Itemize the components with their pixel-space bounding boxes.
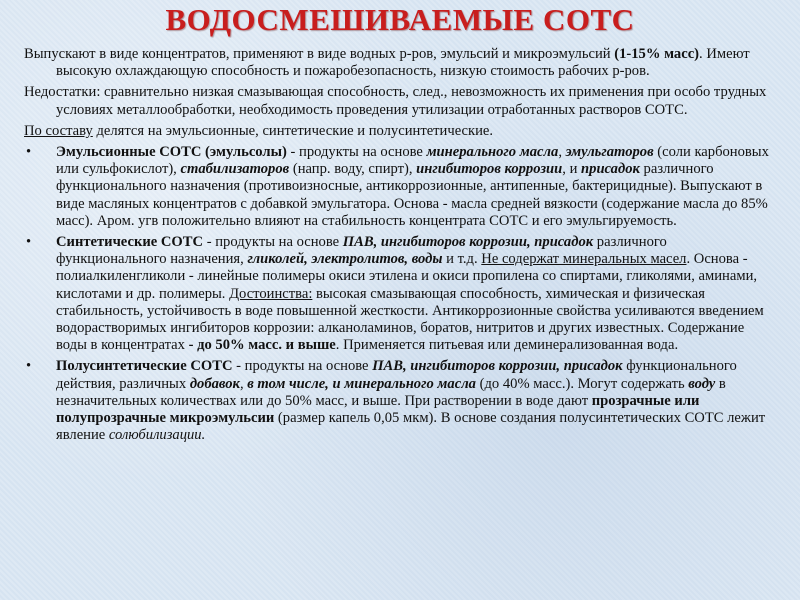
emulsion-text: (соли карбоновых или сульфокислот), bbox=[56, 144, 769, 178]
synthetic-bold: - до 50% масс. и выше bbox=[188, 337, 336, 354]
emulsion-term: минерального масла bbox=[426, 144, 559, 161]
synthetic-heading: Синтетические СОТС bbox=[56, 234, 204, 251]
types-list bbox=[24, 144, 776, 444]
synthetic-text: различного функционального назначения, bbox=[56, 234, 667, 268]
intro-bold-range: (1-15% масс) bbox=[614, 46, 700, 62]
disadvantages-paragraph: Недостатки: сравнительно низкая смазывающая способность, след., невозможность их применения при особо трудных условиях металлообработки, необходимость проведения утилизации отработанных растворов СОТС. bbox=[24, 84, 767, 118]
semisynthetic-term: ПАВ, ингибиторов коррозии, присадок bbox=[372, 358, 623, 375]
semisynthetic-text: - продукты на основе bbox=[232, 358, 373, 375]
intro-paragraph bbox=[24, 46, 776, 80]
synthetic-underlined: Достоинства: bbox=[229, 285, 313, 302]
synthetic-term: гликолей, электролитов, воды bbox=[247, 251, 443, 268]
synthetic-term: ПАВ, ингибиторов коррозии, присадок bbox=[342, 234, 594, 251]
emulsion-text: различного функционального назначения (противоизносные, антикоррозионные, антипенные, бактерицидные). Выпускают в виде масляных концентратов с добавкой эмульгатора. Основа - масла средней вязкости (содержание масла до 85% масс). Аром. угв положительно влияют на стабильность концентрата СОТС и его эмульгируемость. bbox=[56, 161, 768, 229]
bullet-icon: • bbox=[26, 358, 32, 375]
composition-text: делятся на эмульсионные, синтетические и полусинтетические. bbox=[92, 122, 494, 139]
semisynthetic-term: воду bbox=[688, 375, 716, 392]
list-item-semisynthetic bbox=[24, 358, 776, 444]
semisynthetic-text: (до 40% масс.). Могут содержать bbox=[475, 375, 689, 392]
list-item-emulsion bbox=[24, 144, 776, 230]
emulsion-text: (напр. воду, спирт), bbox=[289, 161, 417, 178]
composition-paragraph bbox=[24, 123, 776, 140]
semisynthetic-text: функционального действия, различных bbox=[56, 358, 737, 392]
emulsion-text: - продукты на основе bbox=[286, 144, 427, 161]
semisynthetic-heading: Полусинтетические СОТС bbox=[56, 358, 233, 375]
synthetic-text: - продукты на основе bbox=[203, 234, 343, 251]
composition-underlined: По составу bbox=[24, 122, 93, 139]
bullet-icon: • bbox=[26, 144, 32, 161]
semisynthetic-bold: прозрачные или полупрозрачные микроэмульсии bbox=[56, 392, 700, 427]
synthetic-text: . Применяется питьевая или деминерализованная вода. bbox=[335, 337, 679, 354]
intro-text-2: . Имеют высокую охлаждающую способность и пожаробезопасность, низкую стоимость рабочих р-ров. bbox=[56, 46, 750, 80]
list-item-synthetic bbox=[24, 234, 776, 354]
synthetic-text: . Основа - полиалкиленгликоли - линейные полимеры окиси этилена и окиси пропилена со спиртами, гликолями, аминами, кислотами и др. полимеры. bbox=[56, 251, 758, 302]
emulsion-text: , и bbox=[562, 161, 582, 178]
slide-body bbox=[24, 46, 776, 448]
synthetic-text: высокая смазывающая способность, химическая и физическая стабильность, устойчивость в воде повышенной жесткости. Антикоррозионные свойства усиливаются введением водорастворимых ингибиторов коррозии: алканоламинов, боратов, нитритов и других известных. Содержание воды в концентратах bbox=[56, 285, 764, 354]
synthetic-text: и т.д. bbox=[442, 251, 482, 268]
emulsion-term: стабилизаторов bbox=[180, 161, 290, 178]
semisynthetic-term: в том числе, и минерального масла bbox=[247, 375, 476, 392]
semisynthetic-italic: солюбилизации. bbox=[108, 427, 206, 444]
slide-title: ВОДОСМЕШИВАЕМЫЕ СОТС bbox=[165, 2, 635, 37]
emulsion-term: эмульгаторов bbox=[565, 144, 654, 161]
emulsion-heading: Эмульсионные СОТС (эмульсолы) bbox=[56, 144, 287, 161]
semisynthetic-text: , bbox=[239, 375, 248, 392]
emulsion-term: присадок bbox=[581, 161, 640, 178]
semisynthetic-term: добавок bbox=[189, 375, 240, 392]
intro-text-1: Выпускают в виде концентратов, применяют в виде водных р-ров, эмульсий и микроэмульсий bbox=[24, 46, 615, 62]
emulsion-term: ингибиторов коррозии bbox=[416, 161, 563, 178]
emulsion-text: , bbox=[558, 144, 566, 161]
semisynthetic-text: (размер капель 0,05 мкм). В основе создания полусинтетических СОТС лежит явление bbox=[56, 410, 766, 444]
synthetic-underlined: Не содержат минеральных масел bbox=[481, 251, 687, 268]
bullet-icon: • bbox=[26, 234, 32, 251]
semisynthetic-text: в незначительных количествах или до 50% масс, и выше. При растворении в воде дают bbox=[56, 375, 726, 409]
